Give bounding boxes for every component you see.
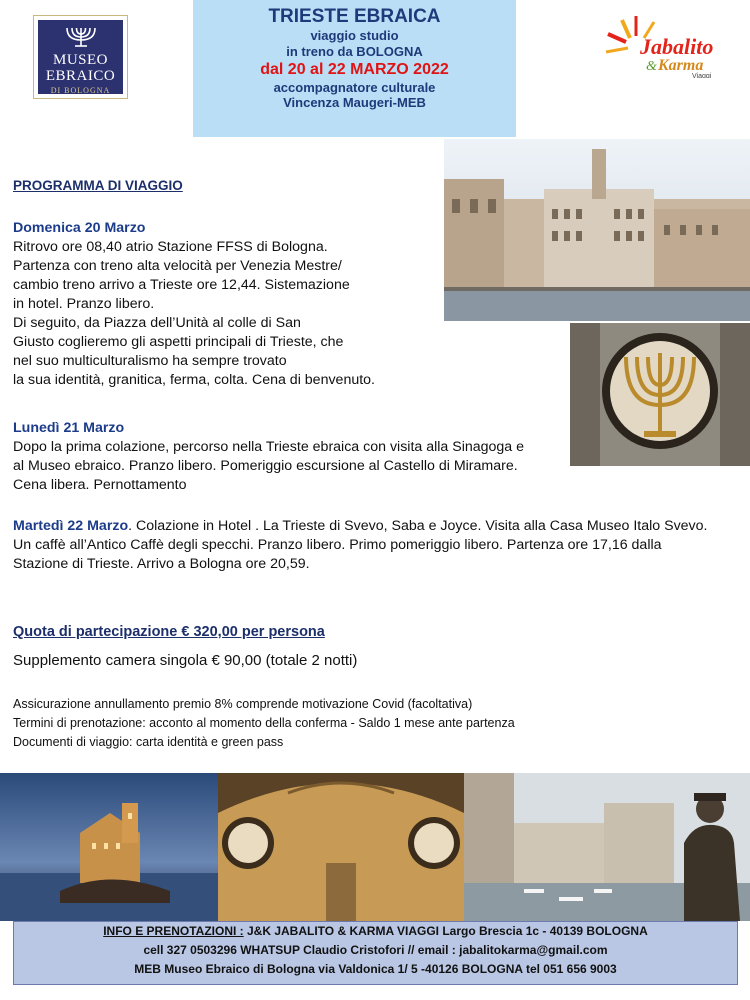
logo-line-1: MUSEO: [52, 52, 108, 68]
day1-line: Giusto coglieremo gli aspetti principali di Trieste, che: [13, 334, 344, 350]
museum-address: MEB Museo Ebraico di Bologna via Valdonica 1/ 5 -40126 BOLOGNA tel 051 656 9003: [134, 962, 617, 976]
miramare-castle-photo: [0, 773, 218, 921]
day1-line: Di seguito, da Piazza dell’Unità al colle di San: [13, 315, 301, 331]
single-room-supplement: Supplemento camera singola € 90,00 (totale 2 notti): [13, 652, 358, 669]
day1-title: Domenica 20 Marzo: [13, 220, 146, 236]
info-label: INFO E PRENOTAZIONI :: [103, 924, 244, 938]
canal-joyce-statue-photo: [464, 773, 750, 921]
day1-line: nel suo multiculturalismo ha sempre trovato: [13, 353, 287, 369]
day1-block: [13, 219, 750, 390]
day2-line: Cena libera. Pernottamento: [13, 477, 187, 493]
logo-line-3: DI BOLOGNA: [50, 86, 111, 95]
svg-text:&: &: [646, 59, 657, 74]
svg-text:Karma: Karma: [658, 57, 704, 74]
contact-phone-email: cell 327 0503296 WHATSUP Claudio Cristofori // email : jabalitokarma@gmail.com: [143, 943, 608, 957]
day3-first-line: . Colazione in Hotel . La Trieste di Svevo, Saba e Joyce. Visita alla Casa Museo Italo Svevo.: [128, 518, 708, 534]
title-box: [193, 0, 516, 137]
day3-line: Un caffè all’Antico Caffè degli specchi. Pranzo libero. Primo pomeriggio libero. Partenza ore 17,16 dalla: [13, 537, 662, 553]
day3-title: Martedì 22 Marzo: [13, 518, 129, 534]
day2-line: Dopo la prima colazione, percorso nella Trieste ebraica con visita alla Sinagoga e: [13, 439, 525, 455]
program-heading: PROGRAMMA DI VIAGGIO: [13, 178, 183, 193]
svg-text:Viaggi: Viaggi: [692, 73, 712, 78]
subtitle-study-trip: viaggio studio: [310, 28, 399, 44]
day1-line: Partenza con treno alta velocità per Venezia Mestre/: [13, 258, 342, 274]
note-documents: Documenti di viaggio: carta identità e green pass: [13, 735, 284, 749]
day2-line: al Museo ebraico. Pranzo libero. Pomeriggio escursione al Castello di Miramare.: [13, 458, 518, 474]
page-title: TRIESTE EBRAICA: [268, 6, 441, 27]
logo-line-2: EBRAICO: [45, 68, 116, 84]
day2-block: [13, 419, 750, 495]
day2-title: Lunedì 21 Marzo: [13, 420, 125, 436]
day3-line: Stazione di Trieste. Arrivo a Bologna ore 20,59.: [13, 556, 310, 572]
agency-address: J&K JABALITO & KARMA VIAGGI Largo Brescia 1c - 40139 BOLOGNA: [243, 924, 648, 938]
synagogue-interior-photo: [218, 773, 464, 921]
price-heading: Quota di partecipazione € 320,00 per persona: [13, 624, 325, 640]
contact-footer: [13, 921, 738, 985]
museo-ebraico-logo: [33, 15, 128, 99]
day1-line: Ritrovo ore 08,40 atrio Stazione FFSS di Bologna.: [13, 239, 328, 255]
day1-line: cambio treno arrivo a Trieste ore 12,44. Sistemazione: [13, 277, 350, 293]
booking-notes: [13, 695, 515, 752]
note-booking-terms: Termini di prenotazione: acconto al momento della conferma - Saldo 1 mese ante partenza: [13, 716, 515, 730]
day3-block: [13, 517, 750, 574]
trip-dates: dal 20 al 22 MARZO 2022: [260, 61, 449, 79]
subtitle-train: in treno da BOLOGNA: [286, 43, 423, 59]
day1-line: la sua identità, granitica, ferma, colta. Cena di benvenuto.: [13, 372, 375, 388]
guide-name: Vincenza Maugeri-MEB: [283, 95, 426, 111]
day1-line: in hotel. Pranzo libero.: [13, 296, 155, 312]
jabalito-karma-logo: [600, 8, 730, 78]
menorah-icon: [38, 24, 123, 55]
note-insurance: Assicurazione annullamento premio 8% comprende motivazione Covid (facoltativa): [13, 697, 473, 711]
subtitle-guide: accompagnatore culturale: [273, 79, 436, 95]
svg-text:Jabalito: Jabalito: [640, 34, 714, 59]
